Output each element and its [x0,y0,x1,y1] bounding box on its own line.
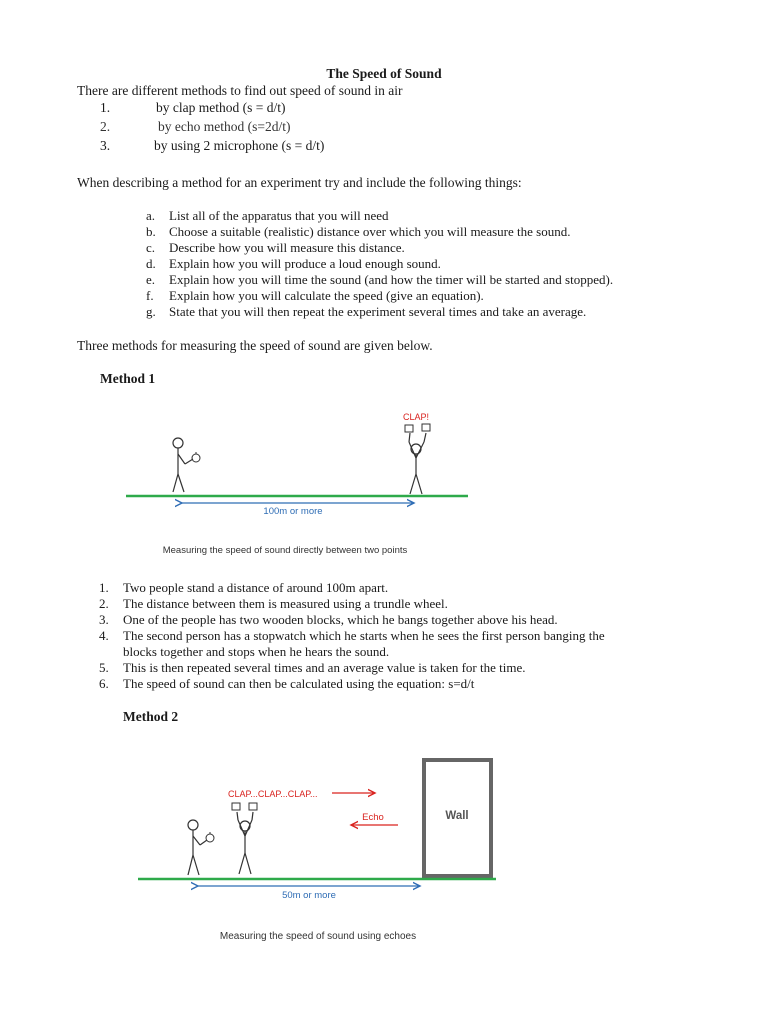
checklist-item: Choose a suitable (realistic) distance over which you will measure the sound. [169,224,571,239]
echo-label: Echo [362,812,384,823]
step-number: 2. [99,596,109,611]
timer-person-figure [188,820,207,875]
step-text: The speed of sound can then be calculated using the equation: s=d/t [123,676,475,691]
method2-figure [138,760,496,942]
step-text: The distance between them is measured using a trundle wheel. [123,596,448,611]
step-number: 4. [99,628,109,643]
checklist-item: Describe how you will measure this distance. [169,240,405,255]
step-number: 1. [99,580,109,595]
distance-label: 50m or more [282,890,336,901]
methods-list-item: by echo method (s=2d/t) [158,119,291,134]
clapper-person-figure [237,812,253,874]
page-title: The Speed of Sound [326,66,442,81]
describing-intro: When describing a method for an experiment try and include the following things: [77,175,522,190]
step-text: The second person has a stopwatch which he starts when he sees the first person banging the [123,628,605,643]
checklist-item: Explain how you will produce a loud enough sound. [169,256,441,271]
step-number: 6. [99,676,109,691]
checklist-letter: e. [146,272,156,287]
step-text: This is then repeated several times and an average value is taken for the time. [123,660,526,675]
checklist-item: State that you will then repeat the experiment several times and take an average. [169,304,587,319]
clapper-person-figure [409,433,426,494]
methods-list-number: 2. [100,119,111,134]
checklist-letter: g. [146,304,156,319]
timer-person-figure [173,438,193,492]
wooden-blocks-icon [405,424,430,432]
stopwatch-icon [192,452,200,462]
figure-caption: Measuring the speed of sound directly between two points [162,545,408,556]
methods-list-item: by using 2 microphone (s = d/t) [154,138,325,153]
checklist-item: Explain how you will time the sound (and how the timer will be started and stopped). [169,272,614,287]
intro-text: There are different methods to find out speed of sound in air [77,83,403,98]
clap-label: CLAP...CLAP...CLAP... [228,789,318,799]
checklist-letter: d. [146,256,156,271]
distance-label: 100m or more [263,506,323,517]
methods-list-item: by clap method (s = d/t) [156,100,286,115]
checklist-letter: f. [146,288,154,303]
step-text: One of the people has two wooden blocks, which he bangs together above his head. [123,612,558,627]
step-text-continuation: blocks together and stops when he hears the sound. [123,644,390,659]
checklist-item: List all of the apparatus that you will need [169,208,389,223]
step-number: 5. [99,660,109,675]
methods-list-number: 1. [100,100,111,115]
step-text: Two people stand a distance of around 100m apart. [123,580,389,595]
methods-list-number: 3. [100,138,111,153]
three-methods-intro: Three methods for measuring the speed of sound are given below. [77,338,433,353]
checklist-letter: a. [146,208,156,223]
stopwatch-icon [206,832,214,842]
step-number: 3. [99,612,109,627]
method1-heading: Method 1 [100,371,156,386]
checklist-letter: c. [146,240,156,255]
checklist-letter: b. [146,224,156,239]
wall-label: Wall [445,810,469,822]
method2-heading: Method 2 [123,709,179,724]
method1-figure [126,412,468,556]
checklist-item: Explain how you will calculate the speed (give an equation). [169,288,484,303]
wooden-blocks-icon [232,803,257,810]
figure-caption: Measuring the speed of sound using echoes [219,931,417,942]
clap-label: CLAP! [403,412,430,422]
